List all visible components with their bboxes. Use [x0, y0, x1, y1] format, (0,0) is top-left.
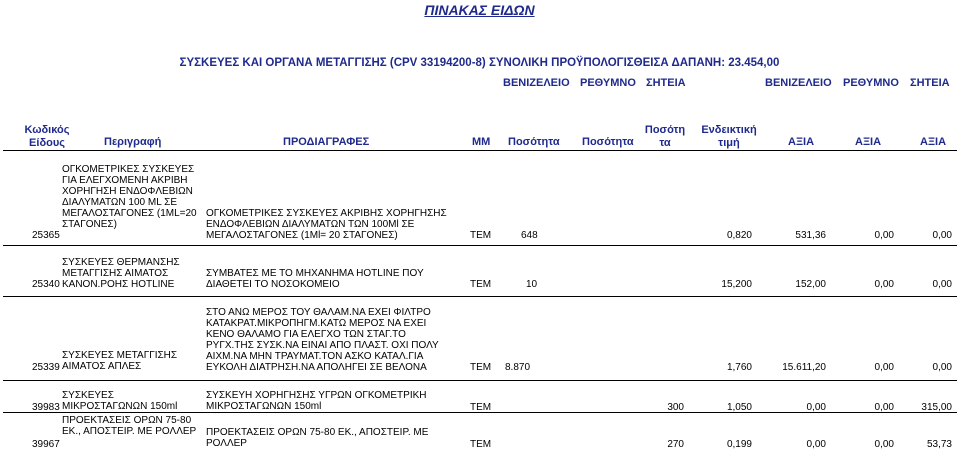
row-value-3: 315,00 — [921, 402, 952, 413]
row-value-3: 0,00 — [932, 279, 952, 290]
row-description: ΣΥΣΚΕΥΕΣ ΘΕΡΜΑΝΣΗΣ ΜΕΤΑΓΓΙΣΗΣ ΑΙΜΑΤΟΣ ΚΑΝΟΝ.ΡΟΗΣ HOTLINE — [62, 257, 180, 290]
hospital-header-6: ΣΗΤΕΙΑ — [910, 77, 950, 89]
row-specs: ΣΥΣΚΕΥΗ ΧΟΡΗΓΗΣΗΣ ΥΓΡΩΝ ΟΓΚΟΜΕΤΡΙΚΗ ΜΙΚΡΟΣΤΑΓΩΝΩΝ 150ml — [206, 390, 427, 412]
row-value-3: 0,00 — [932, 230, 952, 241]
row-specs: ΣΤΟ ΑΝΩ ΜΕΡΟΣ ΤΟΥ ΘΑΛΑΜ.ΝΑ ΕΧΕΙ ΦΙΛΤΡΟ ΚΑΤΑΚΡΑΤ.ΜΙΚΡΟΠΗΓΜ.ΚΑΤΩ ΜΕΡΟΣ ΝΑ ΕΧΕΙ ΚΕΝΟ ΘΑΛΑΜΟ ΓΙΑ ΕΛΕΓΧΟ ΤΩΝ ΣΤΑΓ.ΤΟ ΡΥΓΧ.ΤΗΣ ΣΥΣΚ.ΝΑ ΕΙΝΑΙ ΑΠΟ ΠΛΑΣΤ. ΟΧΙ ΠΟΛΥ ΑΙΧΜ.ΝΑ ΜΗΝ ΤΡΑΥΜΑΤ.ΤΟΝ ΑΣΚΟ ΚΑΤΑΛ.ΓΙΑ ΕΥΚΟΛΗ ΔΙΑΤΡΗΣΗ.ΝΑ ΑΠΟΛΗΓΕΙ ΣΕ ΒΕΛΟΝΑ — [206, 307, 439, 373]
row-specs: ΟΓΚΟΜΕΤΡΙΚΕΣ ΣΥΣΚΕΥΕΣ ΑΚΡΙΒΗΣ ΧΟΡΗΓΗΣΗΣ ΕΝΔΟΦΛΕΒΙΩΝ ΔΙΑΛΥΜΑΤΩΝ ΤΩΝ 100Ml ΣΕ ΜΕΓΑΛΟΣΤΑΓΟΝΕΣ (1Ml= 20 ΣΤΑΓΟΝΕΣ) — [206, 208, 447, 241]
row-description: ΣΥΣΚΕΥΕΣ ΜΕΤΑΓΓΙΣΗΣ ΑΙΜΑΤΟΣ ΑΠΛΕΣ — [62, 350, 178, 372]
row-qty3: 270 — [667, 439, 684, 450]
row-unit: ΤΕΜ — [470, 402, 492, 413]
row-description: ΠΡΟΕΚΤΑΣΕΙΣ ΟΡΩΝ 75-80 ΕΚ., ΑΠΟΣΤΕΙΡ. ΜΕ ΡΟΛΛΕΡ — [62, 415, 197, 437]
row-qty1: 648 — [521, 230, 538, 241]
row-unit: ΤΕΜ — [470, 439, 492, 450]
row-unit: ΤΕΜ — [470, 279, 492, 290]
row-value-2: 0,00 — [874, 279, 894, 290]
page-subtitle: ΣΥΣΚΕΥΕΣ ΚΑΙ ΟΡΓΑΝΑ ΜΕΤΑΓΓΙΣΗΣ (CPV 33194200-8) ΣΥΝΟΛΙΚΗ ΠΡΟΫΠΟΛΟΓΙΣΘΕΙΣΑ ΔΑΠΑΝΗ: 23.454,00 — [179, 57, 780, 69]
column-header-code: Κωδικός Είδους — [24, 124, 70, 149]
row-value-1: 531,36 — [795, 230, 826, 241]
row-divider — [3, 245, 957, 246]
row-price: 0,199 — [726, 439, 752, 450]
page-title: ΠΙΝΑΚΑΣ ΕΙΔΩΝ — [424, 2, 535, 18]
column-header-specs: ΠΡΟΔΙΑΓΡΑΦΕΣ — [283, 136, 370, 148]
row-value-2: 0,00 — [874, 439, 894, 450]
column-header-qty1: Ποσότητα — [508, 136, 560, 148]
hospital-header-3: ΣΗΤΕΙΑ — [646, 77, 686, 89]
row-value-2: 0,00 — [874, 402, 894, 413]
row-value-3: 0,00 — [932, 362, 952, 373]
row-divider — [3, 380, 957, 381]
hospital-header-4: ΒΕΝΙΖΕΛΕΙΟ — [765, 77, 832, 89]
row-value-1: 0,00 — [806, 439, 826, 450]
row-value-3: 53,73 — [926, 439, 952, 450]
row-value-2: 0,00 — [874, 362, 894, 373]
row-value-1: 15.611,20 — [782, 362, 826, 373]
row-qty1: 10 — [526, 279, 538, 290]
row-code: 25340 — [32, 279, 60, 290]
row-specs: ΣΥΜΒΑΤΕΣ ΜΕ ΤΟ ΜΗΧΑΝΗΜΑ HOTLINE ΠΟΥ ΔΙΑΘΕΤΕΙ ΤΟ ΝΟΣΟΚΟΜΕΙΟ — [206, 268, 424, 290]
column-header-qty2: Ποσότητα — [582, 136, 634, 148]
row-value-1: 0,00 — [806, 402, 826, 413]
column-header-value-1: ΑΞΙΑ — [788, 136, 815, 148]
row-price: 1,050 — [726, 402, 752, 413]
column-header-qty3: Ποσότη τα — [644, 124, 686, 149]
row-unit: ΤΕΜ — [470, 230, 492, 241]
hospital-header-1: ΒΕΝΙΖΕΛΕΙΟ — [503, 77, 570, 89]
hospital-header-2: ΡΕΘΥΜΝΟ — [580, 77, 636, 89]
row-unit: ΤΕΜ — [470, 362, 492, 373]
row-code: 25339 — [32, 362, 60, 373]
column-header-price: Ενδεικτική τιμή — [701, 124, 757, 149]
row-code: 25365 — [32, 230, 60, 241]
row-specs: ΠΡΟΕΚΤΑΣΕΙΣ ΟΡΩΝ 75-80 ΕΚ., ΑΠΟΣΤΕΙΡ. ΜΕ ΡΟΛΛΕΡ — [206, 427, 429, 449]
row-qty1: 8.870 — [505, 362, 531, 373]
row-value-1: 152,00 — [795, 279, 826, 290]
row-code: 39967 — [32, 439, 60, 450]
column-header-value-2: ΑΞΙΑ — [855, 136, 882, 148]
row-value-2: 0,00 — [874, 230, 894, 241]
row-description: ΟΓΚΟΜΕΤΡΙΚΕΣ ΣΥΣΚΕΥΕΣ ΓΙΑ ΕΛΕΓΧΟΜΕΝΗ ΑΚΡΙΒΗ ΧΟΡΗΓΗΣΗ ΕΝΔΟΦΛΕΒΙΩΝ ΔΙΑΛΥΜΑΤΩΝ 100 ML ΣΕ ΜΕΓΑΛΟΣΤΑΓΟΝΕΣ (1ML=20 ΣΤΑΓΟΝΕΣ) — [62, 164, 197, 230]
hospital-header-5: ΡΕΘΥΜΝΟ — [843, 77, 899, 89]
column-header-unit: ΜΜ — [472, 136, 491, 148]
row-divider — [3, 296, 957, 297]
row-price: 1,760 — [726, 362, 752, 373]
header-divider — [3, 150, 957, 151]
row-qty3: 300 — [667, 402, 684, 413]
column-header-description: Περιγραφή — [104, 136, 162, 148]
column-header-value-3: ΑΞΙΑ — [920, 136, 947, 148]
row-description: ΣΥΣΚΕΥΕΣ ΜΙΚΡΟΣΤΑΓΩΝΩΝ 150ml — [62, 390, 178, 412]
row-code: 39983 — [32, 402, 60, 413]
row-price: 15,200 — [721, 279, 752, 290]
row-price: 0,820 — [726, 230, 752, 241]
